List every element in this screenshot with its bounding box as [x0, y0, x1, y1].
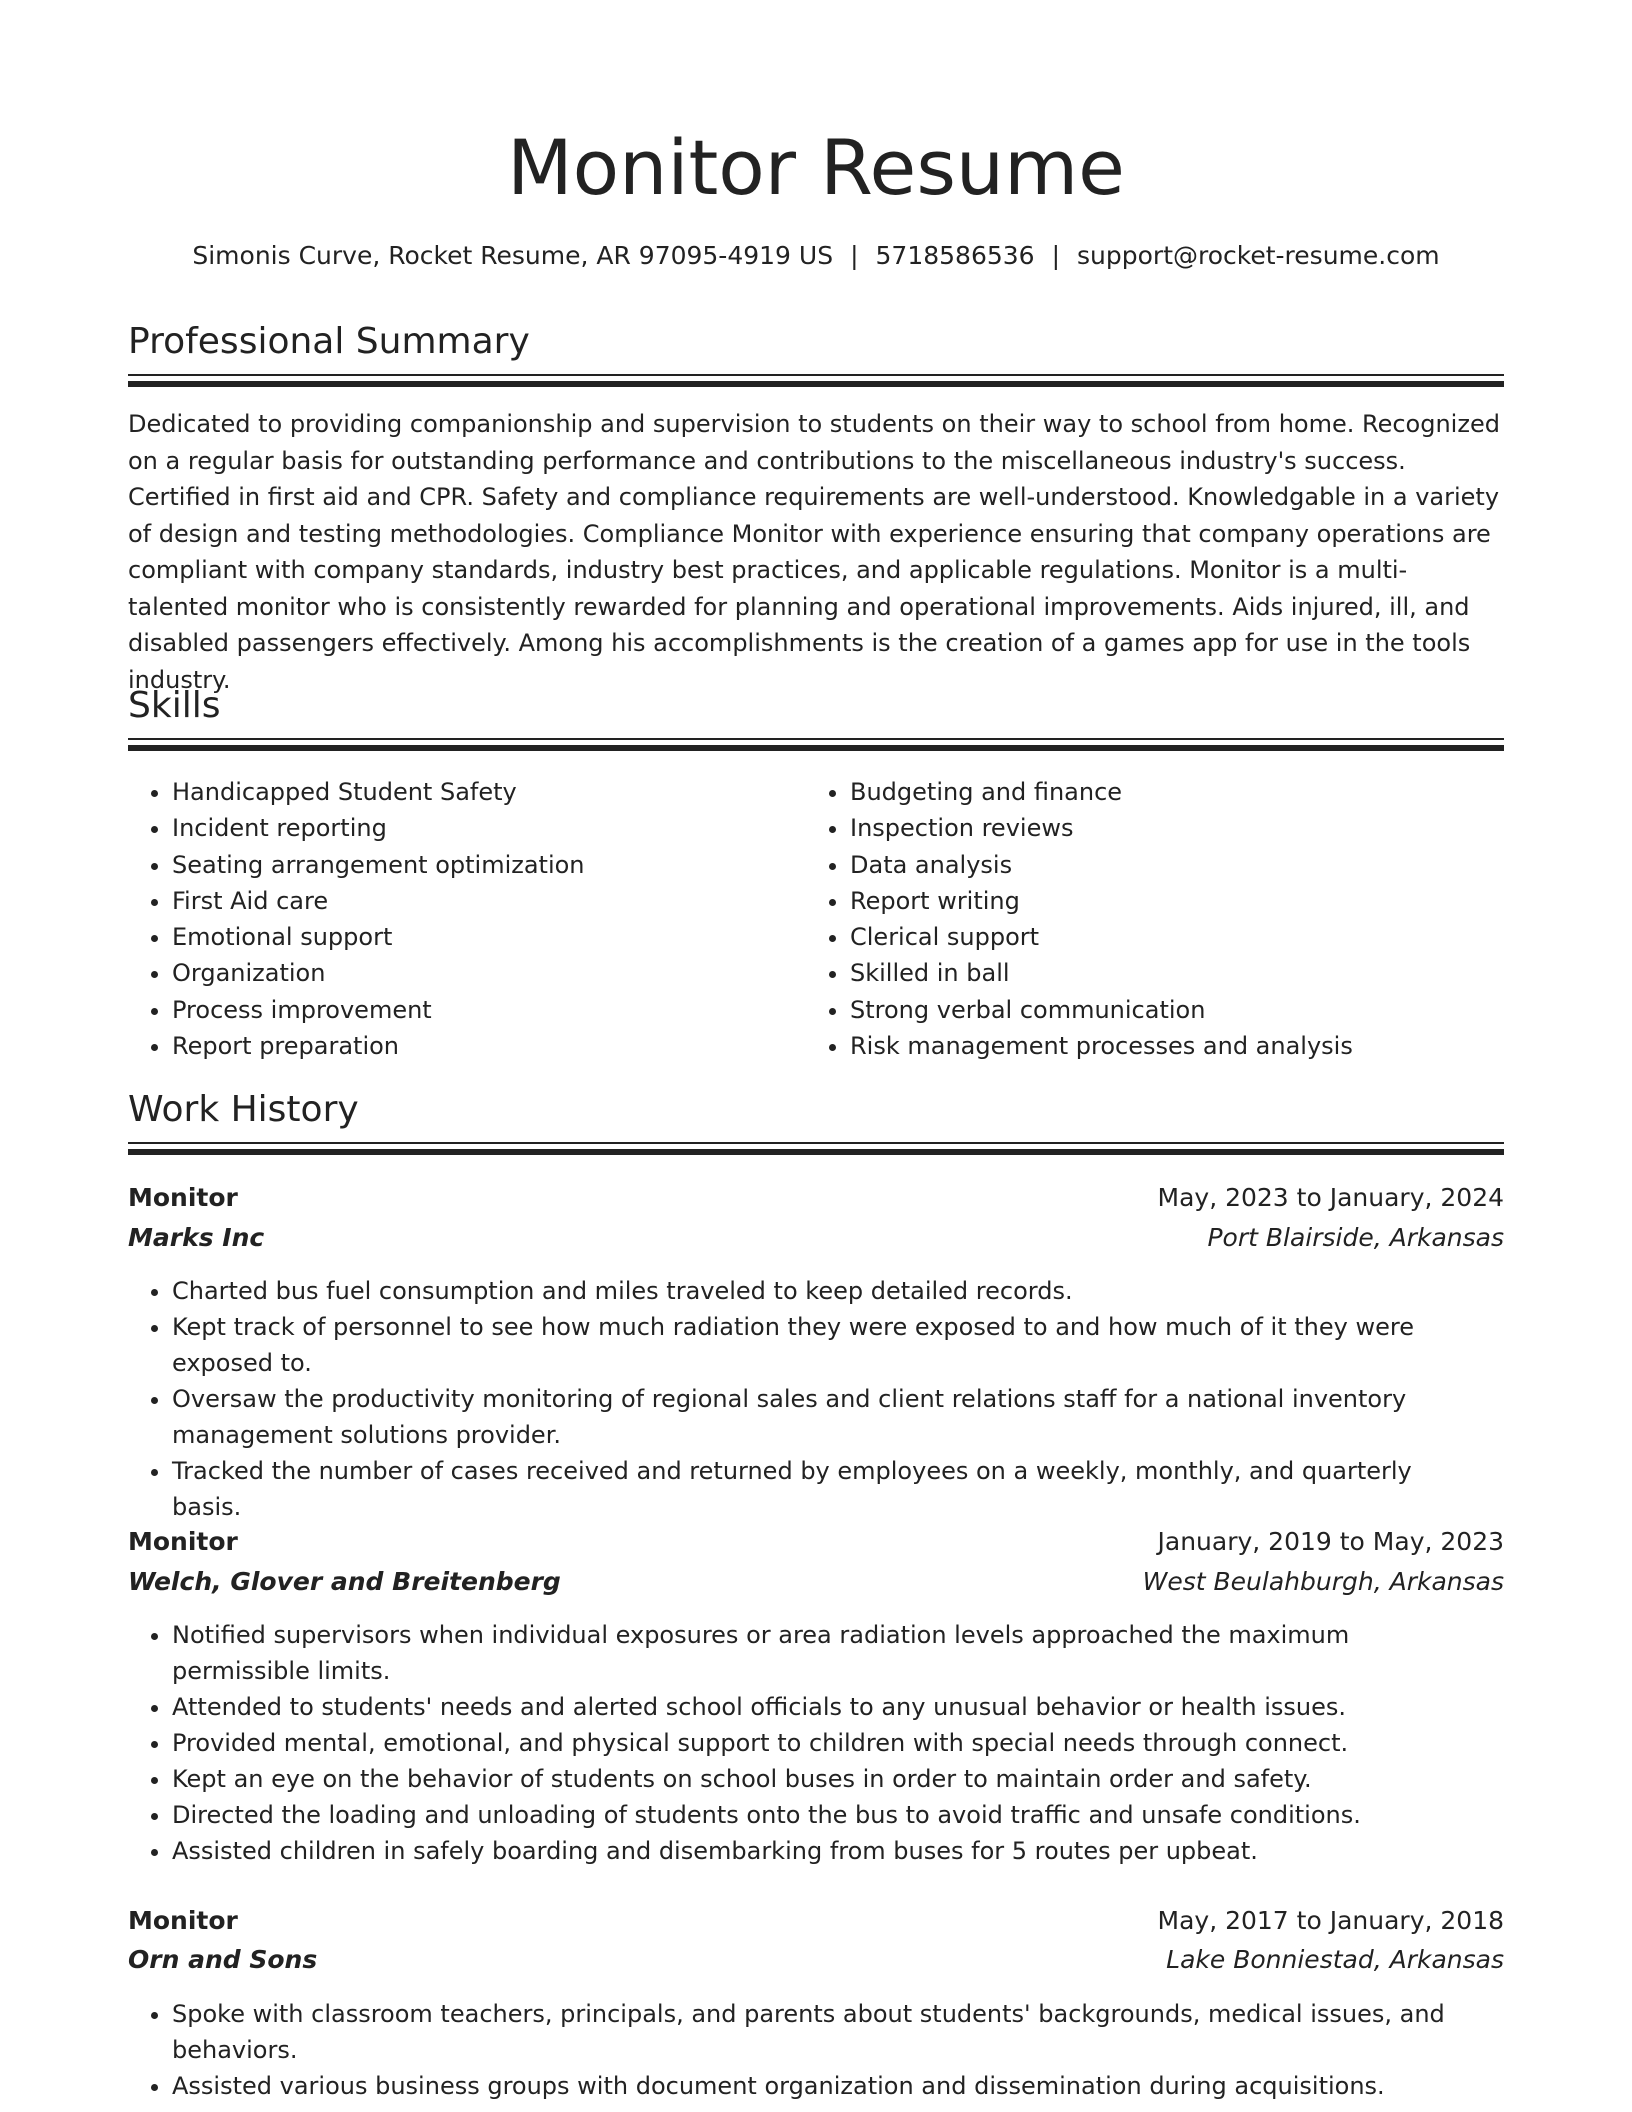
duty-item: • Kept track of personnel to see how much radiation they were exposed to and how much of it they were exposed to. [172, 1309, 1504, 1381]
duty-item: • Directed the loading and unloading of students onto the bus to avoid traffic and unsafe conditions. [172, 1797, 1504, 1833]
duty-item: • Provided mental, emotional, and physical support to children with special needs through connect. [172, 1725, 1504, 1761]
skill-item: • First Aid care [172, 883, 792, 919]
job-location: Port Blairside, Arkansas [1207, 1223, 1504, 1252]
section-divider [128, 374, 1504, 388]
duty-item: • Tracked the number of cases received and returned by employees on a weekly, monthly, and quarterly basis. [172, 1453, 1504, 1525]
duty-item: • Assisted various business groups with document organization and dissemination during acquisitions. [172, 2068, 1504, 2104]
duty-item: • Attended to students' needs and alerted school officials to any unusual behavior or health issues. [172, 1689, 1504, 1725]
duty-item: • Kept an eye on the behavior of students on school buses in order to maintain order and safety. [172, 1761, 1504, 1797]
skill-item: • Report preparation [172, 1028, 792, 1064]
job-title: Monitor [128, 1183, 238, 1212]
skill-item: • Handicapped Student Safety [172, 774, 792, 810]
job-company: Welch, Glover and Breitenberg [128, 1567, 561, 1596]
contact-line [128, 238, 1504, 274]
job-duties [128, 1996, 1504, 2104]
resume-title: Monitor Resume [507, 123, 1125, 212]
duty-item: • Oversaw the productivity monitoring of regional sales and client relations staff for a national inventory management solutions provider. [172, 1381, 1504, 1453]
skills-list-left [128, 774, 792, 1064]
duty-item: • Spoke with classroom teachers, principals, and parents about students' backgrounds, medical issues, and behaviors. [172, 1996, 1504, 2068]
skill-item: • Clerical support [850, 919, 1470, 955]
section-divider [128, 1142, 1504, 1156]
skill-item: • Organization [172, 955, 792, 991]
job-dates: January, 2019 to May, 2023 [1157, 1527, 1504, 1556]
skills-list-right [806, 774, 1470, 1064]
job-title: Monitor [128, 1527, 238, 1556]
job-dates: May, 2017 to January, 2018 [1157, 1906, 1504, 1935]
skill-item: • Seating arrangement optimization [172, 847, 792, 883]
duty-item: • Notified supervisors when individual exposures or area radiation levels approached the maximum permissible limits. [172, 1617, 1504, 1689]
skill-item: • Process improvement [172, 992, 792, 1028]
skill-item: • Data analysis [850, 847, 1470, 883]
job-company: Marks Inc [128, 1223, 265, 1252]
skill-item: • Budgeting and finance [850, 774, 1470, 810]
work-history-heading: Work History [128, 1089, 359, 1130]
job-location: West Beulahburgh, Arkansas [1142, 1567, 1504, 1596]
skill-item: • Incident reporting [172, 810, 792, 846]
job-title: Monitor [128, 1906, 238, 1935]
contact-separator: | [850, 241, 859, 270]
section-divider [128, 738, 1504, 752]
job-location: Lake Bonniestad, Arkansas [1166, 1945, 1504, 1974]
job-duties [128, 1617, 1504, 1869]
summary-heading: Professional Summary [128, 321, 530, 362]
skill-item: • Report writing [850, 883, 1470, 919]
contact-phone: 5718586536 [875, 241, 1035, 270]
duty-item: • Assisted children in safely boarding and disembarking from buses for 5 routes per upbeat. [172, 1833, 1504, 1869]
skills-heading: Skills [128, 685, 221, 726]
summary-text: Dedicated to providing companionship and supervision to students on their way to school from home. Recognized on a regular basis for outstanding performance and contributions to the miscellaneous industry's success. Certified in first aid and CPR. Safety and compliance requirements are well-understood. Knowledgable in a variety of design and testing methodologies. Compliance Monitor with experience ensuring that company operations are compliant with company standards, industry best practices, and applicable regulations. Monitor is a multi-talented monitor who is consistently rewarded for planning and operational improvements. Aids injured, ill, and disabled passengers effectively. Among his accomplishments is the creation of a games app for use in the tools industry. [128, 410, 1500, 694]
job-company: Orn and Sons [128, 1945, 318, 1974]
skill-item: • Inspection reviews [850, 810, 1470, 846]
contact-separator: | [1051, 241, 1061, 270]
contact-email: support@rocket-resume.com [1077, 241, 1440, 270]
job-dates: May, 2023 to January, 2024 [1157, 1183, 1504, 1212]
job-duties [128, 1273, 1504, 1525]
skill-item: • Risk management processes and analysis [850, 1028, 1470, 1064]
skill-item: • Skilled in ball [850, 955, 1470, 991]
skill-item: • Emotional support [172, 919, 792, 955]
contact-address: Simonis Curve, Rocket Resume, AR 97095-4919 US [192, 241, 834, 270]
skill-item: • Strong verbal communication [850, 992, 1470, 1028]
duty-item: • Charted bus fuel consumption and miles traveled to keep detailed records. [172, 1273, 1504, 1309]
